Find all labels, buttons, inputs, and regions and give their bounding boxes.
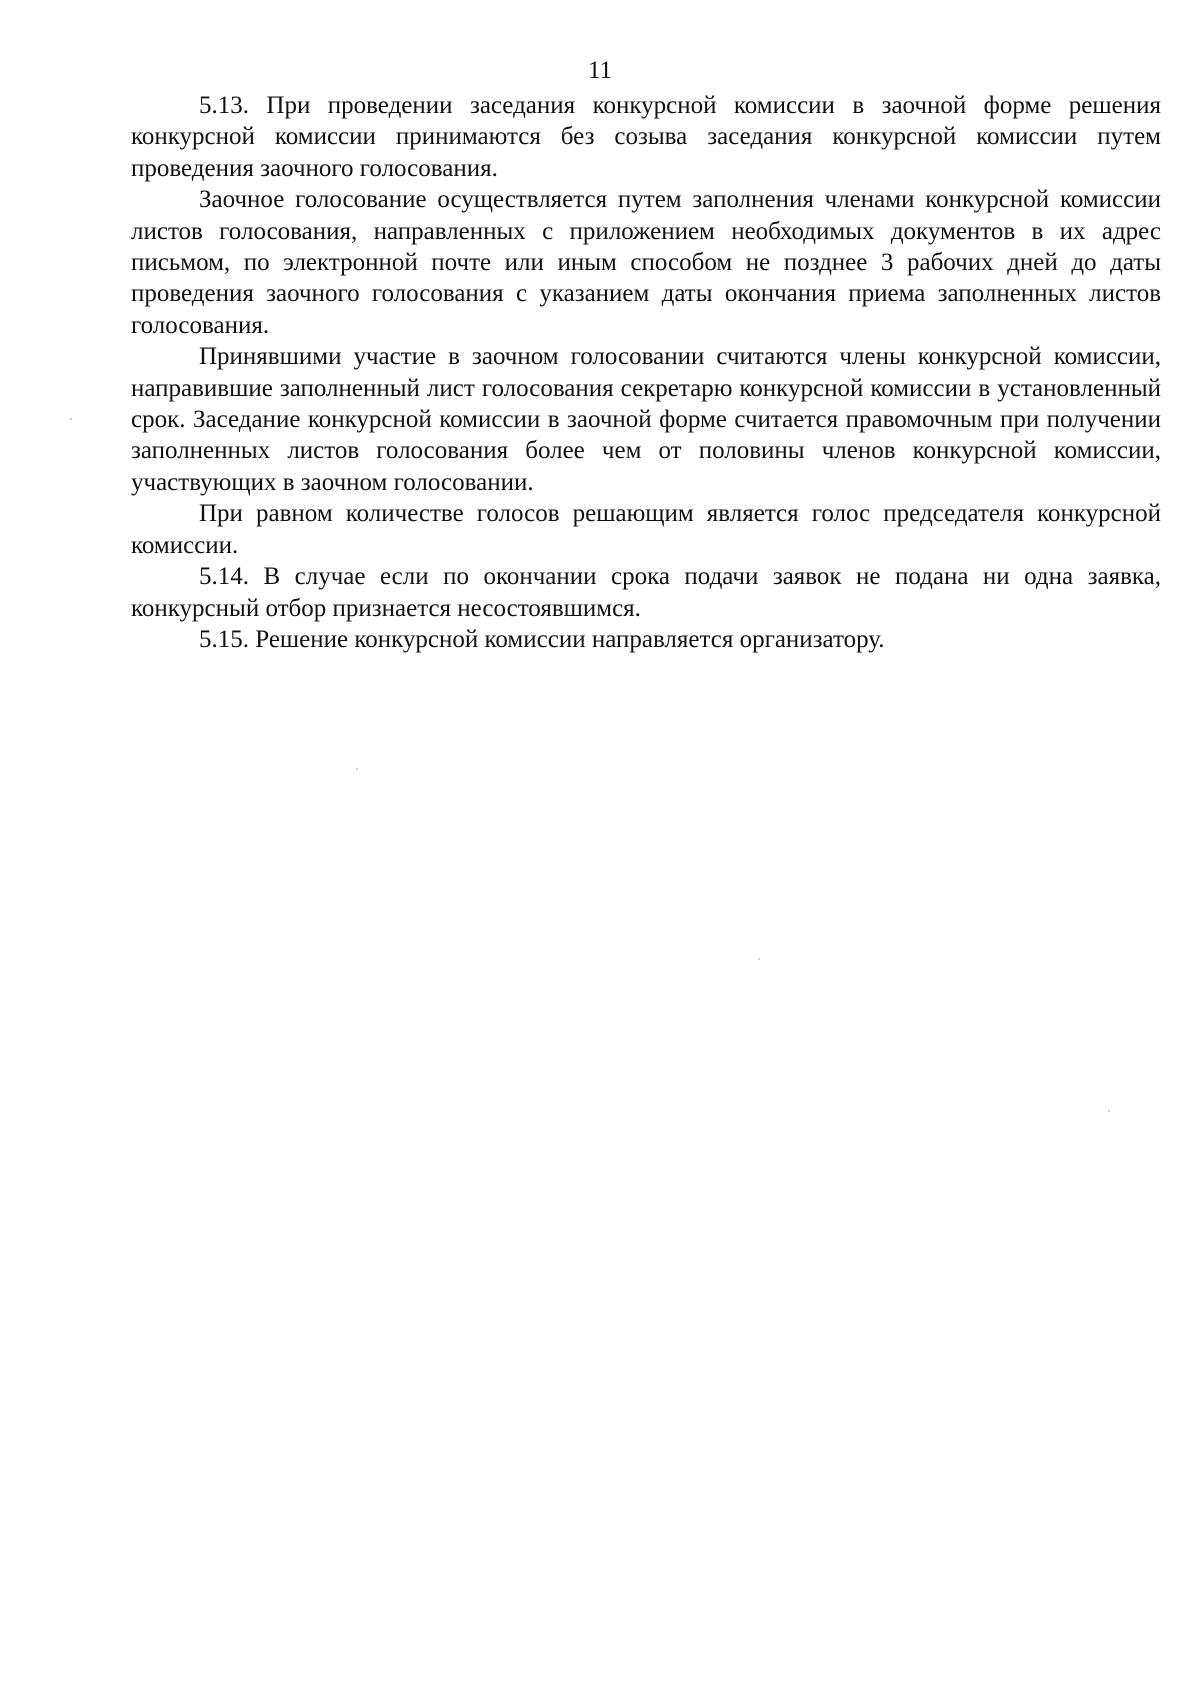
scan-speck bbox=[70, 418, 72, 420]
paragraph-5-14: 5.14. В случае если по окончании срока подачи заявок не подана ни одна заявка, конкурсный отбор признается несостоявшимся. bbox=[131, 563, 1161, 622]
paragraph-5-13: 5.13. При проведении заседания конкурсной комиссии в заочной форме решения конкурсной комиссии принимаются без созыва заседания конкурсной комиссии путем проведения заочного голосования. bbox=[131, 92, 1161, 182]
paragraph-5-15: 5.15. Решение конкурсной комиссии направляется организатору. bbox=[199, 625, 885, 653]
paragraph-equal-votes: При равном количестве голосов решающим является голос председателя конкурсной комиссии. bbox=[131, 500, 1161, 559]
page-number: 11 bbox=[587, 57, 613, 84]
scan-speck bbox=[356, 768, 358, 770]
paragraph-absentee-voting: Заочное голосование осуществляется путем заполнения членами конкурсной комиссии листов голосования, направленных с приложением необходимых документов в их адрес письмом, по электронной почте или иным способом не позднее 3 рабочих дней до даты проведения заочного голосования с указанием даты окончания приема заполненных листов голосования. bbox=[131, 186, 1161, 339]
scan-speck bbox=[758, 958, 760, 960]
scan-speck bbox=[1108, 1110, 1110, 1112]
document-body bbox=[131, 90, 1161, 655]
paragraph-participation: Принявшими участие в заочном голосовании считаются члены конкурсной комиссии, направившие заполненный лист голосования секретарю конкурсной комиссии в установленный срок. Заседание конкурсной комиссии в заочной форме считается правомочным при получении заполненных листов голосования более чем от половины членов конкурсной комиссии, участвующих в заочном голосовании. bbox=[131, 343, 1161, 496]
